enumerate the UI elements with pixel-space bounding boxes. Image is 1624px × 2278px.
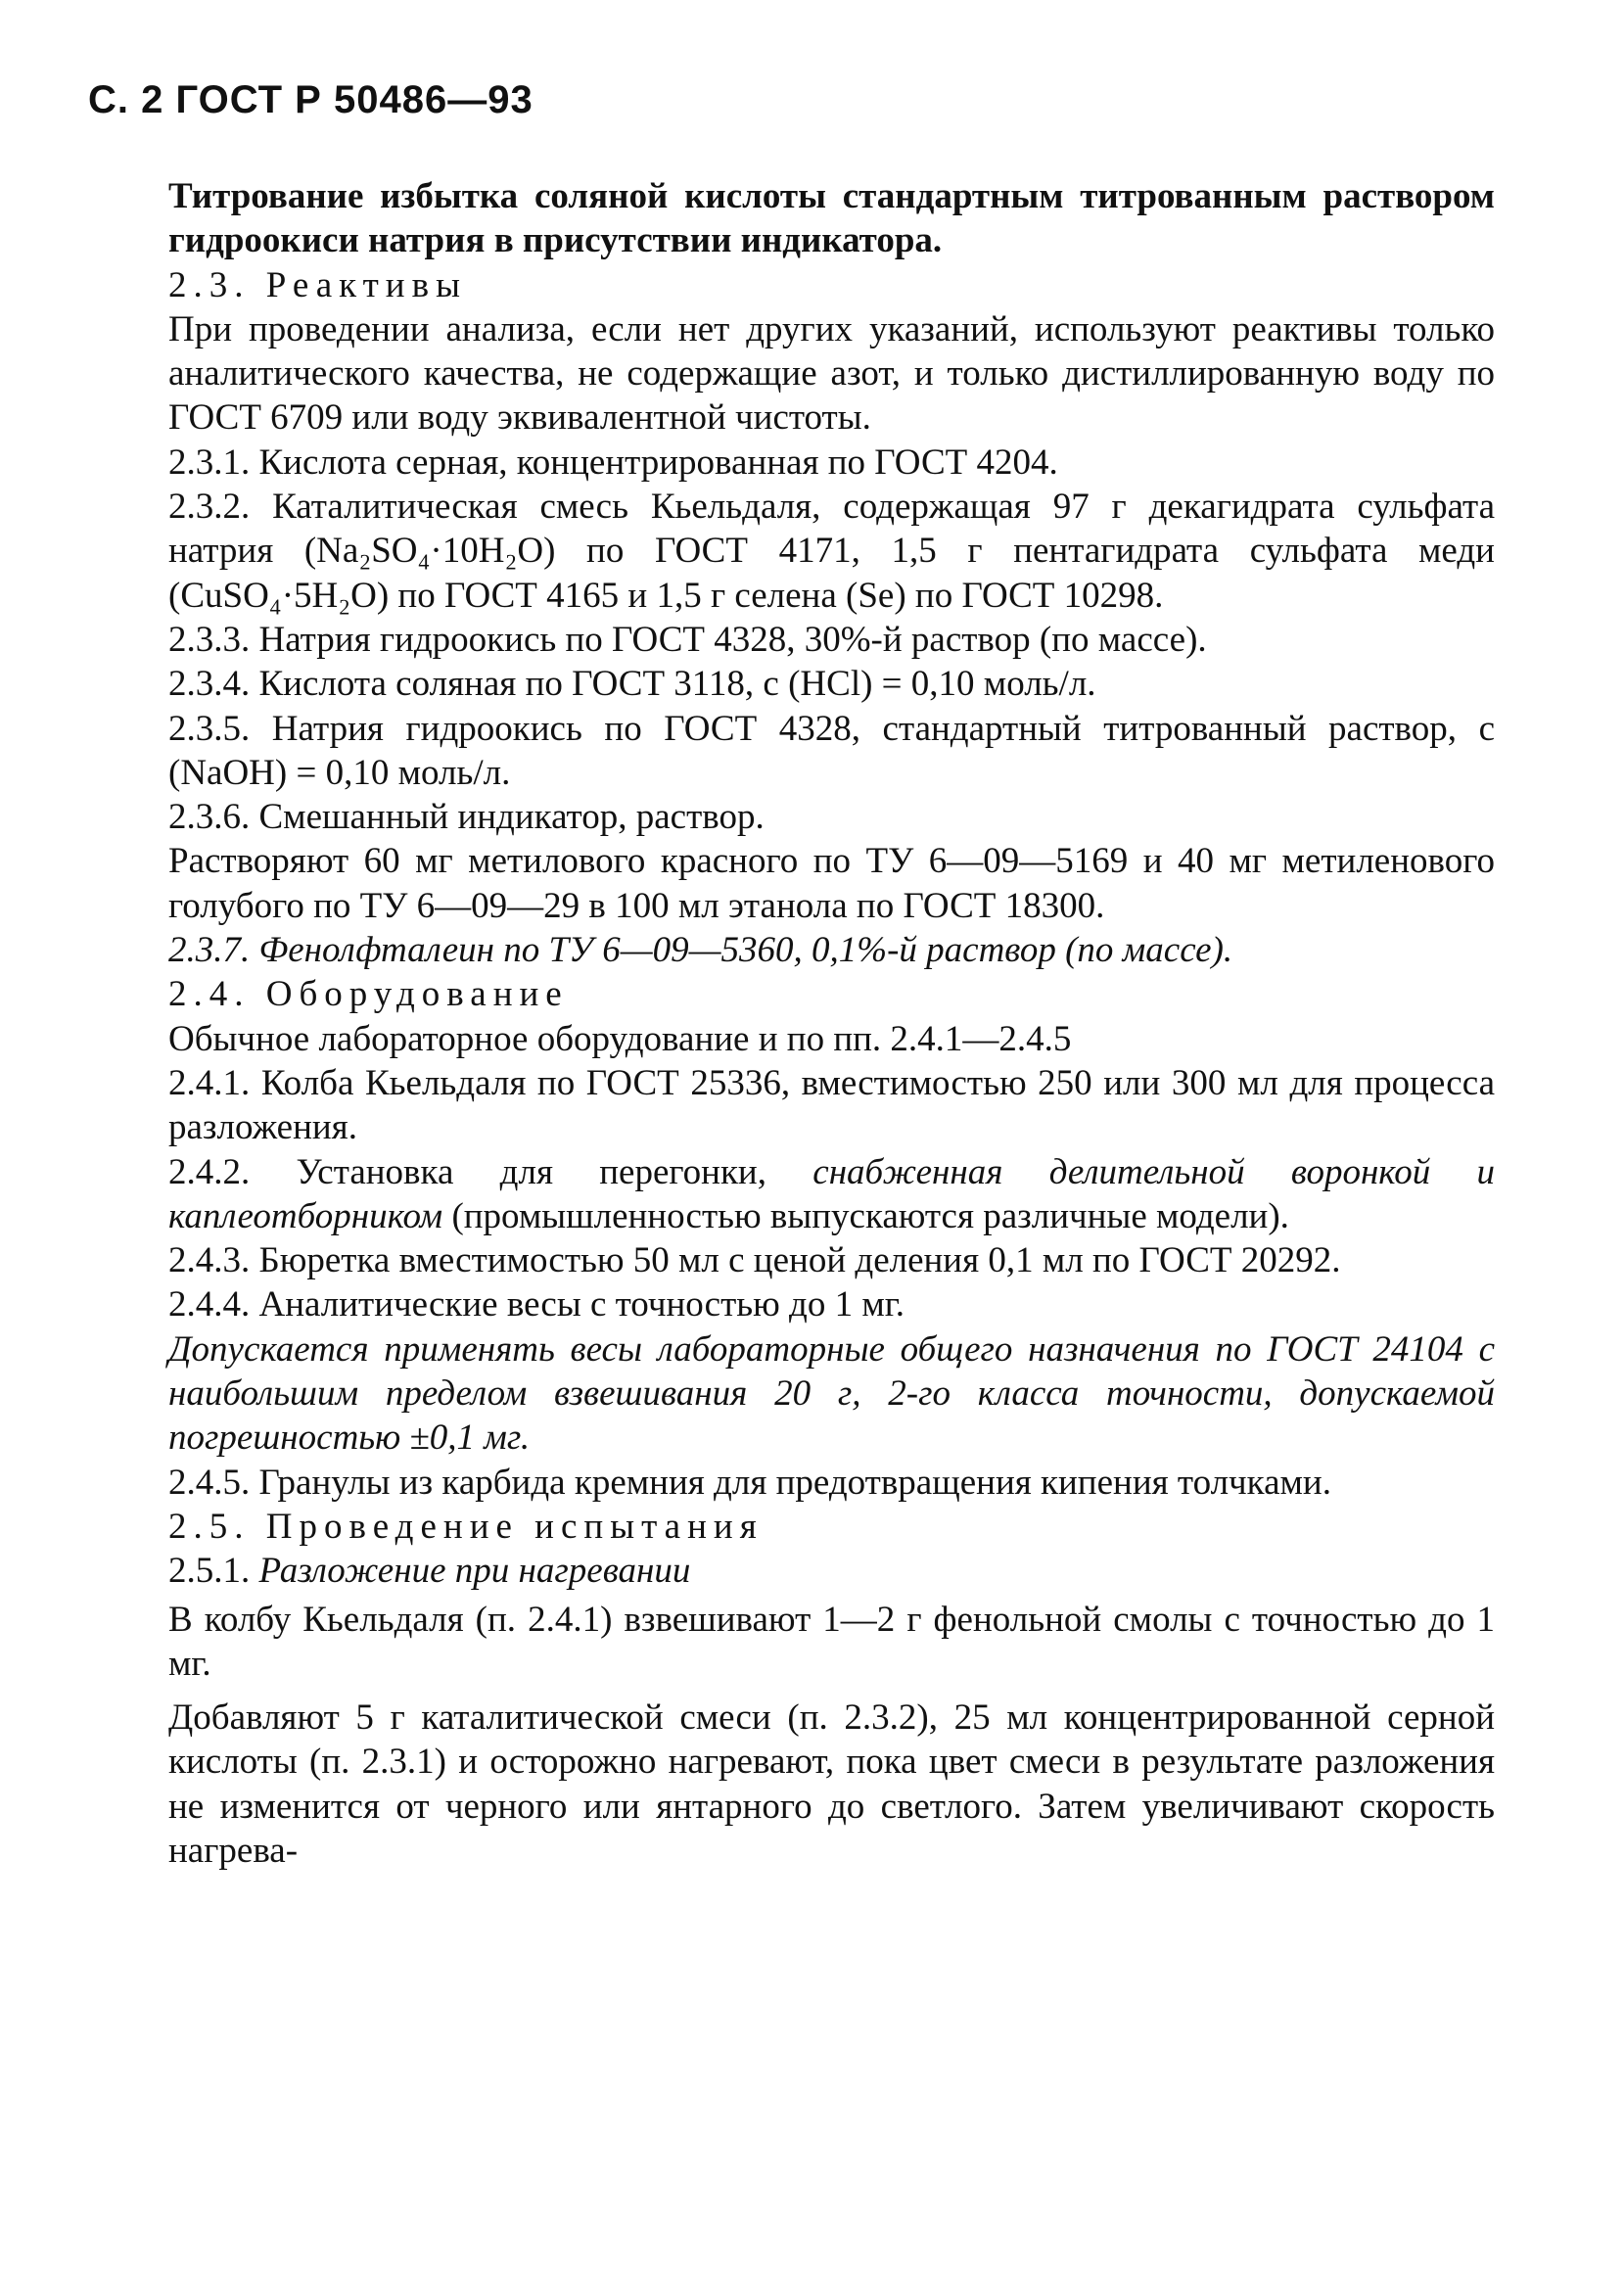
paragraph-2-3-6: 2.3.6. Смешанный индикатор, раствор. — [168, 797, 765, 838]
paragraph-equipment-intro: Обычное лабораторное оборудование и по пп. 2.4.1—2.4.5 — [168, 1018, 1072, 1059]
paragraph-2-5-1 — [168, 1549, 1495, 1593]
paragraph-2-4-5: 2.4.5. Гранулы из карбида кремния для предотвращения кипения толчками. — [168, 1462, 1331, 1503]
paragraph-2-4-3: 2.4.3. Бюретка вместимостью 50 мл с ценой деления 0,1 мл по ГОСТ 20292. — [168, 1240, 1341, 1281]
section-heading-test-procedure: 2.5. Проведение испытания — [168, 1506, 764, 1547]
paragraph-2-4-1: 2.4.1. Колба Кьельдаля по ГОСТ 25336, вместимостью 250 или 300 мл для процесса разложения. — [168, 1062, 1495, 1148]
paragraph-2-3-7: 2.3.7. Фенолфталеин по ТУ 6—09—5360, 0,1%-й раствор (по массе). — [168, 930, 1233, 971]
paragraph-digestion: Добавляют 5 г каталитической смеси (п. 2.3.2), 25 мл концентрированной серной кислоты (п. 2.3.1) и осторожно нагревают, пока цвет смеси в результате разложения не изменится от черного или янтарного до светлого. Затем увеличивают скорость нагрева- — [168, 1697, 1495, 1871]
paragraph-scales-allowance: Допускается применять весы лабораторные общего назначения по ГОСТ 24104 с наибольшим пределом взвешивания 20 г, 2-го класса точности, допускаемой погрешностью ±0,1 мг. — [168, 1328, 1495, 1459]
paragraph-2-4-2-label: 2.4.2. Установка для перегонки, — [168, 1151, 813, 1192]
paragraph-reagents-intro: При проведении анализа, если нет других указаний, используют реактивы только аналитического качества, не содержащие азот, и только дистиллированную воду по ГОСТ 6709 или воду эквивалентной чистоты. — [168, 308, 1495, 439]
paragraph-2-3-2: 2.3.2. Каталитическая смесь Кьельдаля, содержащая 97 г декагидрата сульфата натрия (Na₂SO₄·10H₂O) по ГОСТ 4171, 1,5 г пентагидрата сульфата меди (CuSO₄·5H₂O) по ГОСТ 4165 и 1,5 г селена (Se) по ГОСТ 10298. — [168, 487, 1495, 616]
paragraph-2-4-4: 2.4.4. Аналитические весы с точностью до 1 мг. — [168, 1284, 905, 1325]
paragraph-2-4-2 — [168, 1150, 1495, 1239]
paragraph-2-3-1: 2.3.1. Кислота серная, концентрированная по ГОСТ 4204. — [168, 442, 1058, 483]
paragraph-2-5-1-italic: Разложение при нагревании — [258, 1551, 691, 1592]
paragraph-indicator-preparation: Растворяют 60 мг метилового красного по ТУ 6—09—5169 и 40 мг метиленового голубого по ТУ 6—09—29 в 100 мл этанола по ГОСТ 18300. — [168, 841, 1495, 926]
section-heading-reagents: 2.3. Реактивы — [168, 264, 467, 305]
page-header: С. 2 ГОСТ Р 50486—93 — [88, 78, 534, 121]
paragraph-2-4-2-rest: (промышленностью выпускаются различные модели). — [442, 1195, 1289, 1236]
paragraph-2-3-5: 2.3.5. Натрия гидроокись по ГОСТ 4328, стандартный титрованный раствор, c (NaOH) = 0,10 моль/л. — [168, 708, 1495, 793]
paragraph-2-3-3: 2.3.3. Натрия гидроокись по ГОСТ 4328, 30%-й раствор (по массе). — [168, 619, 1207, 660]
paragraph-2-3-4: 2.3.4. Кислота соляная по ГОСТ 3118, c (HCl) = 0,10 моль/л. — [168, 664, 1096, 705]
paragraph-titration-principle: Титрование избытка соляной кислоты стандартным титрованным раствором гидроокиси натрия в присутствии индикатора. — [168, 176, 1495, 261]
paragraph-2-4-2-italic: снабженная делительной воронкой и каплеотборником — [168, 1151, 1495, 1236]
paragraph-weighing: В колбу Кьельдаля (п. 2.4.1) взвешивают 1—2 г фенольной смолы с точностью до 1 мг. — [168, 1599, 1495, 1684]
paragraph-2-5-1-label: 2.5.1. — [168, 1551, 259, 1592]
document-body — [168, 174, 1495, 1873]
section-heading-equipment: 2.4. Оборудование — [168, 974, 569, 1015]
